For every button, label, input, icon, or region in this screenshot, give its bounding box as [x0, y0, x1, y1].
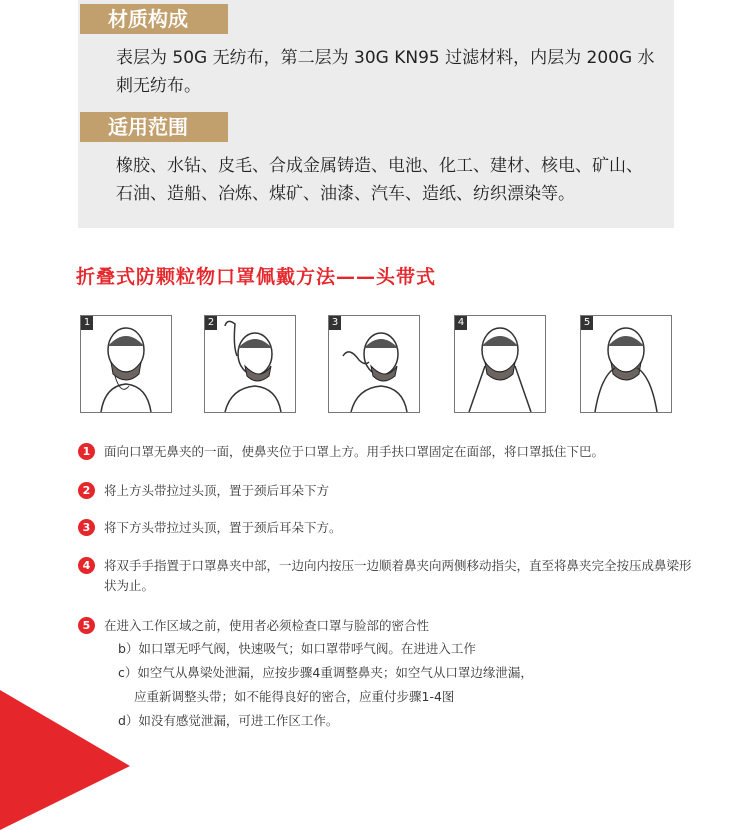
sub-item-d: d）如没有感觉泄漏，可进工作区工作。 [118, 713, 339, 728]
step-badge: 2 [78, 482, 95, 499]
method-title: 折叠式防颗粒物口罩佩戴方法——头带式 [76, 266, 437, 288]
step-number: 3 [329, 316, 341, 330]
step-illustration-3 [328, 315, 420, 413]
sub-item-c-continued: 应重新调整头带；如不能得良好的密合，应重付步骤1-4图 [134, 689, 455, 704]
step-number: 1 [81, 316, 93, 330]
step-illustration-1 [80, 315, 172, 413]
step-number: 2 [205, 316, 217, 330]
sub-item-c: c）如空气从鼻梁处泄漏，应按步骤4重调整鼻夹；如空气从口罩边缘泄漏， [118, 665, 533, 680]
step-badge: 4 [78, 557, 95, 574]
step-illustration-5 [580, 315, 672, 413]
scope-tag: 适用范围 [80, 112, 228, 142]
step-number: 4 [455, 316, 467, 330]
material-text: 表层为 50G 无纺布，第二层为 30G KN95 过滤材料，内层为 200G 水刺无纺布。 [116, 48, 655, 96]
step-badge: 5 [78, 617, 95, 634]
sub-item-b: b）如口罩无呼气阀，快速吸气；如口罩带呼气阀。在进进入工作 [118, 641, 476, 656]
instruction-text: 将双手手指置于口罩鼻夹中部，一边向内按压一边顺着鼻夹向两侧移动指尖，直至将鼻夹完全按压成鼻梁形状为止。 [104, 558, 692, 593]
step-badge: 1 [78, 443, 95, 460]
scope-text: 橡胶、水钻、皮毛、合成金属铸造、电池、化工、建材、核电、矿山、石油、造船、冶炼、煤矿、油漆、汽车、造纸、纺织漂染等。 [116, 156, 643, 204]
step-badge: 3 [78, 519, 95, 536]
material-tag: 材质构成 [80, 4, 228, 34]
red-corner-decoration [0, 690, 130, 830]
instruction-text: 面向口罩无鼻夹的一面，使鼻夹位于口罩上方。用手扶口罩固定在面部，将口罩抵住下巴。 [104, 444, 605, 459]
step-illustrations [80, 315, 680, 415]
instruction-text: 将上方头带拉过头顶，置于颈后耳朵下方 [104, 483, 330, 498]
step-illustration-4 [454, 315, 546, 413]
instruction-text: 将下方头带拉过头顶，置于颈后耳朵下方。 [104, 520, 342, 535]
instruction-text: 在进入工作区域之前，使用者必须检查口罩与脸部的密合性 [104, 618, 430, 633]
step-number: 5 [581, 316, 593, 330]
step-illustration-2 [204, 315, 296, 413]
